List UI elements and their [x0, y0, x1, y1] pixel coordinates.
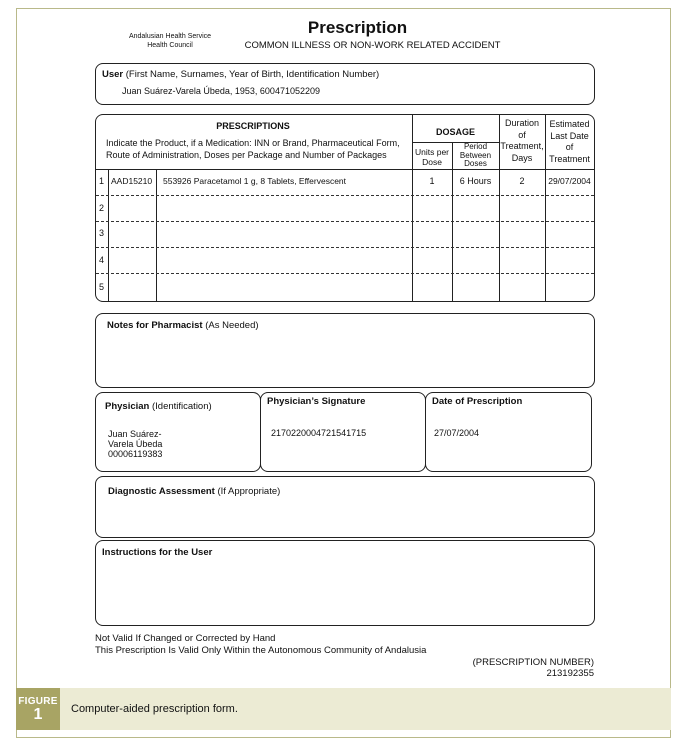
figure-caption: Computer-aided prescription form. — [71, 703, 238, 715]
date-label: Date of Prescription — [432, 396, 523, 407]
row-divider — [96, 273, 594, 274]
form-subtitle: COMMON ILLNESS OR NON-WORK RELATED ACCIDENT — [244, 40, 501, 51]
org-line-1: Andalusian Health Service — [128, 33, 212, 40]
org-line-2: Health Council — [147, 42, 193, 49]
figure-tag-number: 1 — [33, 706, 43, 723]
figure-caption-bar — [16, 688, 671, 730]
form-title: Prescription — [307, 18, 408, 37]
signature-label: Physician’s Signature — [267, 396, 366, 407]
col-divider — [108, 170, 109, 301]
dosage-heading: DOSAGE — [435, 127, 475, 137]
issuing-organization — [120, 32, 220, 50]
period-value: 6 Hours — [459, 176, 492, 186]
figure-tag — [16, 688, 60, 730]
user-label: User (First Name, Surnames, Year of Birth, Identification Number) — [102, 69, 380, 80]
figure-tag-word: FIGURE — [18, 696, 58, 707]
instructions-section — [95, 540, 595, 626]
period-between-doses-header: Period Between Doses — [459, 142, 492, 168]
estimated-date-header: Estimated Last Date of Treatment — [549, 119, 590, 164]
diagnostic-section — [95, 476, 595, 538]
prescription-number-value: 213192355 — [546, 668, 594, 679]
row-divider — [96, 247, 594, 248]
prescription-number — [440, 657, 594, 679]
duration-value: 2 — [519, 176, 525, 186]
row-number: 4 — [99, 255, 105, 265]
row-number: 5 — [99, 282, 105, 292]
prescriptions-instructions: Indicate the Product, if a Medication: INN or Brand, Pharmaceutical Form, Route of Administration, Doses per Package and Number of Packages — [106, 138, 400, 160]
validity-notes — [95, 633, 426, 657]
notes-for-pharmacist — [95, 313, 595, 388]
physician-value: Juan Suárez- Varela Úbeda 00006119383 — [108, 429, 163, 459]
row-number: 1 — [99, 176, 105, 186]
user-value: Juan Suárez-Varela Úbeda, 1953, 600471052209 — [122, 86, 320, 96]
physician-section — [95, 392, 261, 472]
row-divider — [96, 221, 594, 222]
row-number: 2 — [99, 203, 105, 213]
units-per-dose-value: 1 — [429, 176, 435, 186]
validity-note-2: This Prescription Is Valid Only Within the Autonomous Community of Andalusia — [95, 645, 427, 656]
prescriptions-table — [95, 114, 595, 302]
signature-value: 2170220004721541715 — [271, 428, 367, 438]
signature-section — [260, 392, 426, 472]
row-divider — [96, 195, 594, 196]
diagnostic-label: Diagnostic Assessment (If Appropriate) — [108, 486, 281, 497]
date-value: 27/07/2004 — [434, 428, 480, 438]
validity-note-1: Not Valid If Changed or Corrected by Hand — [95, 633, 276, 644]
physician-label: Physician (Identification) — [105, 401, 212, 412]
user-section — [95, 63, 595, 105]
row-number: 3 — [99, 228, 105, 238]
prescriptions-heading: PRESCRIPTIONS — [216, 121, 290, 131]
date-section — [425, 392, 592, 472]
product-description: 553926 Paracetamol 1 g, 8 Tablets, Effervescent — [163, 176, 347, 186]
last-date-value: 29/07/2004 — [548, 176, 591, 186]
header-divider — [96, 169, 594, 170]
col-divider — [156, 170, 157, 301]
duration-header: Duration of Treatment, Days — [500, 118, 544, 163]
notes-label: Notes for Pharmacist (As Needed) — [107, 320, 259, 331]
product-code: AAD15210 — [111, 176, 153, 186]
units-per-dose-header: Units per Dose — [414, 147, 449, 167]
instructions-label: Instructions for the User — [102, 547, 213, 558]
prescription-number-label: (PRESCRIPTION NUMBER) — [472, 657, 594, 668]
